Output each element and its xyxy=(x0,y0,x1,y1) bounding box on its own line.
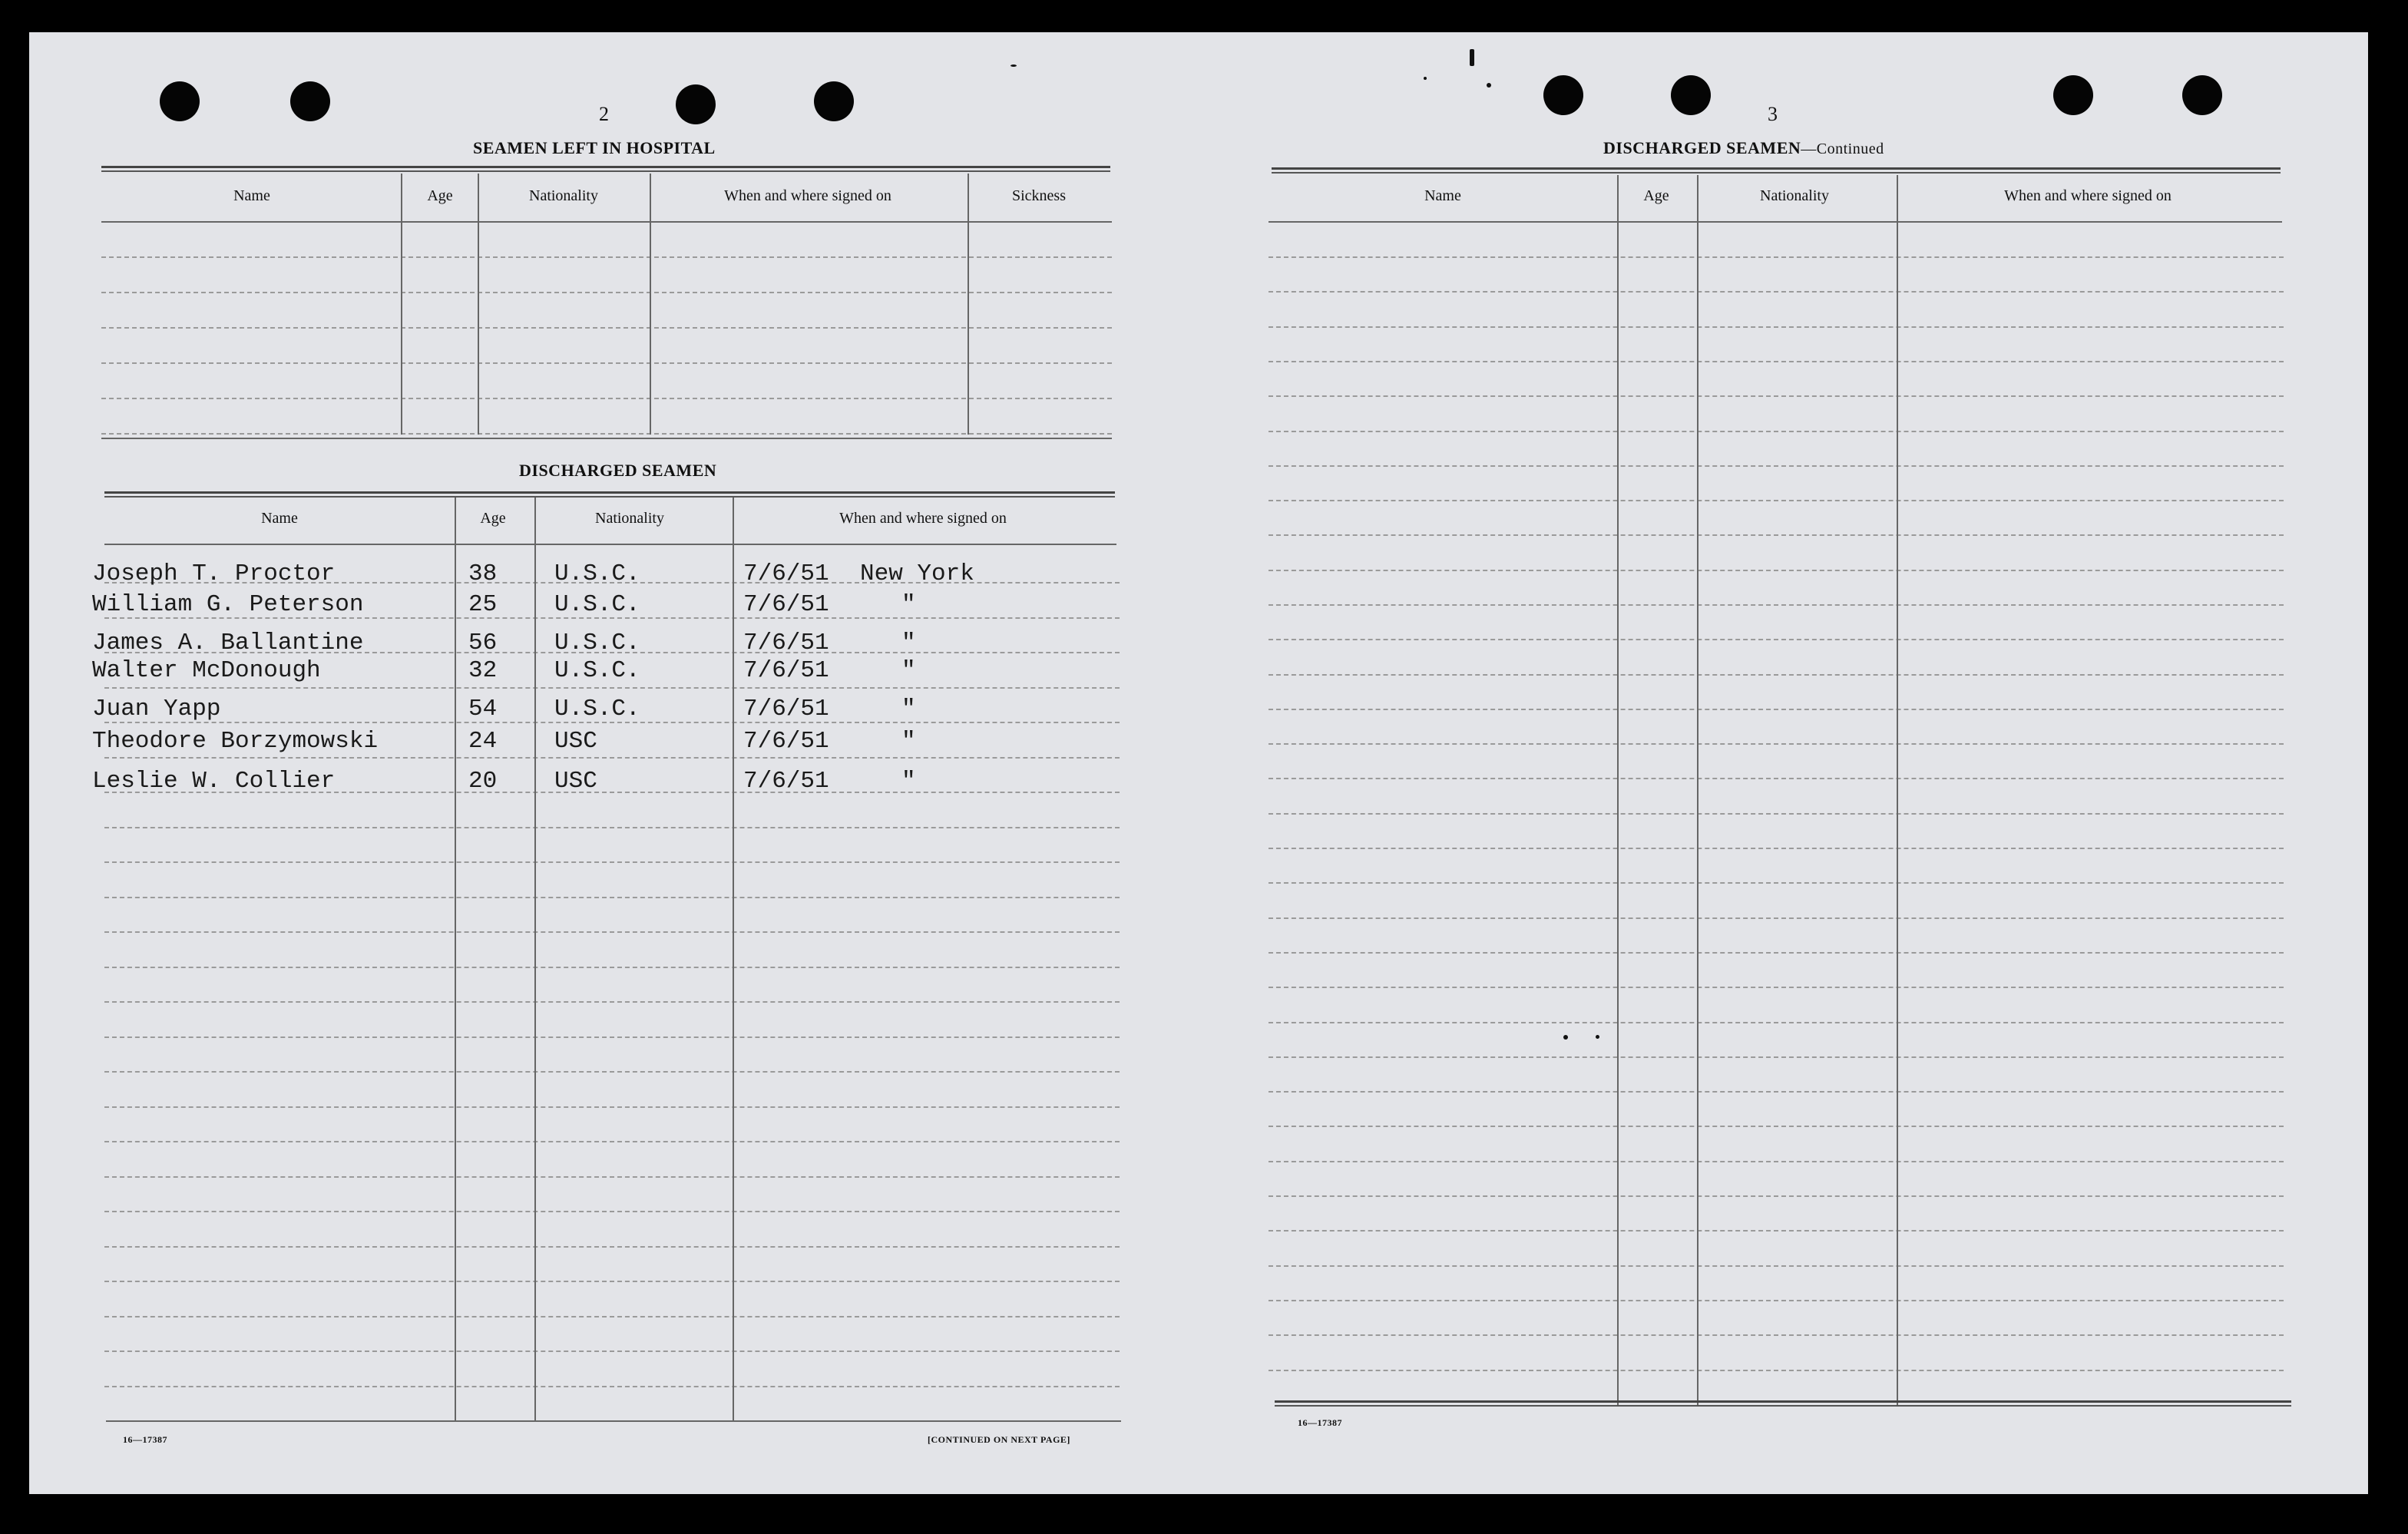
row-line xyxy=(104,757,1120,759)
hospital-section-title: SEAMEN LEFT IN HOSPITAL xyxy=(473,138,716,157)
seaman-nationality: U.S.C. xyxy=(554,630,640,656)
row-line xyxy=(104,1211,1120,1212)
row-line xyxy=(1268,709,2284,710)
seaman-age: 24 xyxy=(468,728,498,755)
seaman-age: 25 xyxy=(468,591,498,618)
column-divider xyxy=(1697,175,1698,1407)
column-header: Nationality xyxy=(595,510,664,527)
seaman-age: 32 xyxy=(468,657,498,684)
seaman-nationality: USC xyxy=(554,728,597,755)
row-line xyxy=(1268,465,2284,467)
scan-speck xyxy=(1470,49,1474,66)
row-line xyxy=(1268,674,2284,676)
row-line xyxy=(101,433,1112,435)
scan-speck xyxy=(1596,1035,1599,1039)
row-line xyxy=(1268,1126,2284,1127)
scan-speck xyxy=(1424,77,1427,80)
column-header: Age xyxy=(480,510,506,527)
signed-on-place: " xyxy=(901,696,916,722)
row-line xyxy=(1268,952,2284,954)
row-line xyxy=(1268,1265,2284,1267)
column-divider xyxy=(733,498,734,1422)
punch-hole xyxy=(2053,75,2093,115)
punch-hole xyxy=(1543,75,1583,115)
title-text: DISCHARGED SEAMEN xyxy=(1603,138,1801,157)
continued-note: [CONTINUED ON NEXT PAGE] xyxy=(928,1434,1070,1445)
row-line xyxy=(104,1001,1120,1003)
row-line xyxy=(104,1036,1120,1038)
signed-on-date: 7/6/51 xyxy=(743,728,829,755)
row-line xyxy=(1268,778,2284,779)
row-line xyxy=(1268,639,2284,640)
scanned-document xyxy=(29,32,2368,1494)
row-line xyxy=(104,861,1120,863)
row-line xyxy=(1268,570,2284,571)
column-header: Sickness xyxy=(1012,187,1066,204)
punch-hole xyxy=(2182,75,2222,115)
seaman-nationality: U.S.C. xyxy=(554,696,640,722)
row-line xyxy=(101,292,1112,293)
signed-on-place: " xyxy=(901,657,916,684)
signed-on-date: 7/6/51 xyxy=(743,560,829,587)
seaman-name: James A. Ballantine xyxy=(92,630,364,656)
signed-on-place: " xyxy=(901,591,916,618)
column-divider xyxy=(650,174,651,435)
column-divider xyxy=(968,174,969,435)
seaman-name: Juan Yapp xyxy=(92,696,221,722)
page-number: 3 xyxy=(1768,103,1778,125)
signed-on-date: 7/6/51 xyxy=(743,630,829,656)
column-header: Name xyxy=(261,510,298,527)
title-suffix: —Continued xyxy=(1801,141,1884,157)
signed-on-place: " xyxy=(901,630,916,656)
row-line xyxy=(101,327,1112,329)
header-rule xyxy=(1268,221,2282,223)
seaman-name: Theodore Borzymowski xyxy=(92,728,379,755)
signed-on-date: 7/6/51 xyxy=(743,657,829,684)
seaman-name: Leslie W. Collier xyxy=(92,768,336,795)
seaman-name: Joseph T. Proctor xyxy=(92,560,336,587)
row-line xyxy=(1268,326,2284,328)
seaman-name: Walter McDonough xyxy=(92,657,321,684)
punch-hole xyxy=(160,81,200,121)
header-rule xyxy=(101,221,1112,223)
signed-on-date: 7/6/51 xyxy=(743,768,829,795)
bottom-double-rule xyxy=(1275,1400,2291,1407)
row-line xyxy=(101,362,1112,364)
column-header: When and where signed on xyxy=(724,187,891,204)
row-line xyxy=(104,827,1120,828)
seaman-nationality: U.S.C. xyxy=(554,560,640,587)
row-line xyxy=(1268,1370,2284,1371)
row-line xyxy=(1268,1334,2284,1336)
bottom-rule xyxy=(106,1420,1121,1422)
row-line xyxy=(104,1246,1120,1248)
seaman-age: 56 xyxy=(468,630,498,656)
signed-on-place: New York xyxy=(860,560,974,587)
row-line xyxy=(104,687,1120,689)
punch-hole xyxy=(290,81,330,121)
column-divider xyxy=(534,498,536,1422)
row-line xyxy=(1268,987,2284,988)
row-line xyxy=(1268,743,2284,745)
row-line xyxy=(104,1316,1120,1317)
discharged-continued-title xyxy=(1603,138,1884,158)
row-line xyxy=(1268,431,2284,432)
seaman-nationality: U.S.C. xyxy=(554,591,640,618)
row-line xyxy=(1268,848,2284,849)
row-line xyxy=(1268,813,2284,815)
column-divider xyxy=(401,174,402,435)
signed-on-place: " xyxy=(901,728,916,755)
row-line xyxy=(101,398,1112,399)
column-header: Name xyxy=(233,187,270,204)
column-divider xyxy=(1617,175,1619,1407)
row-line xyxy=(1268,1091,2284,1093)
signed-on-date: 7/6/51 xyxy=(743,591,829,618)
punch-hole xyxy=(814,81,854,121)
row-line xyxy=(1268,361,2284,362)
row-line xyxy=(1268,1056,2284,1058)
punch-hole xyxy=(1671,75,1711,115)
column-divider xyxy=(1897,175,1898,1407)
row-line xyxy=(104,1351,1120,1352)
row-line xyxy=(1268,1022,2284,1023)
row-line xyxy=(104,1071,1120,1073)
row-line xyxy=(104,931,1120,933)
double-rule xyxy=(101,166,1110,172)
section-bottom-rule xyxy=(101,438,1112,439)
row-line xyxy=(1268,604,2284,606)
seaman-age: 38 xyxy=(468,560,498,587)
header-rule xyxy=(104,544,1116,545)
row-line xyxy=(104,1386,1120,1387)
column-header: Age xyxy=(1643,187,1669,204)
seaman-nationality: U.S.C. xyxy=(554,657,640,684)
row-line xyxy=(104,967,1120,968)
page-number: 2 xyxy=(599,103,609,125)
row-line xyxy=(104,1141,1120,1142)
column-header: Nationality xyxy=(529,187,598,204)
seaman-age: 20 xyxy=(468,768,498,795)
row-line xyxy=(1268,917,2284,919)
row-line xyxy=(1268,1161,2284,1162)
row-line xyxy=(1268,1300,2284,1301)
row-line xyxy=(1268,500,2284,501)
double-rule xyxy=(1272,167,2281,174)
row-line xyxy=(104,897,1120,898)
signed-on-place: " xyxy=(901,768,916,795)
column-divider xyxy=(478,174,479,435)
punch-hole xyxy=(676,84,716,124)
seaman-nationality: USC xyxy=(554,768,597,795)
row-line xyxy=(1268,882,2284,884)
column-divider xyxy=(455,498,456,1422)
column-header: Age xyxy=(427,187,453,204)
row-line xyxy=(1268,1195,2284,1197)
scan-speck xyxy=(1487,83,1491,88)
row-line xyxy=(1268,534,2284,536)
scan-speck xyxy=(1563,1035,1568,1040)
row-line xyxy=(1268,256,2284,258)
row-line xyxy=(1268,291,2284,293)
row-line xyxy=(104,1106,1120,1108)
seaman-name: William G. Peterson xyxy=(92,591,364,618)
row-line xyxy=(101,256,1112,258)
form-number: 16—17387 xyxy=(1298,1417,1342,1428)
form-number: 16—17387 xyxy=(123,1434,167,1445)
column-header: Name xyxy=(1424,187,1461,204)
column-header: Nationality xyxy=(1760,187,1829,204)
row-line xyxy=(104,1281,1120,1282)
column-header: When and where signed on xyxy=(2004,187,2172,204)
discharged-section-title: DISCHARGED SEAMEN xyxy=(519,461,717,480)
scan-speck xyxy=(1011,64,1017,67)
row-line xyxy=(104,1176,1120,1178)
seaman-age: 54 xyxy=(468,696,498,722)
double-rule xyxy=(104,491,1115,498)
column-header: When and where signed on xyxy=(839,510,1007,527)
row-line xyxy=(1268,395,2284,397)
row-line xyxy=(1268,1230,2284,1231)
signed-on-date: 7/6/51 xyxy=(743,696,829,722)
